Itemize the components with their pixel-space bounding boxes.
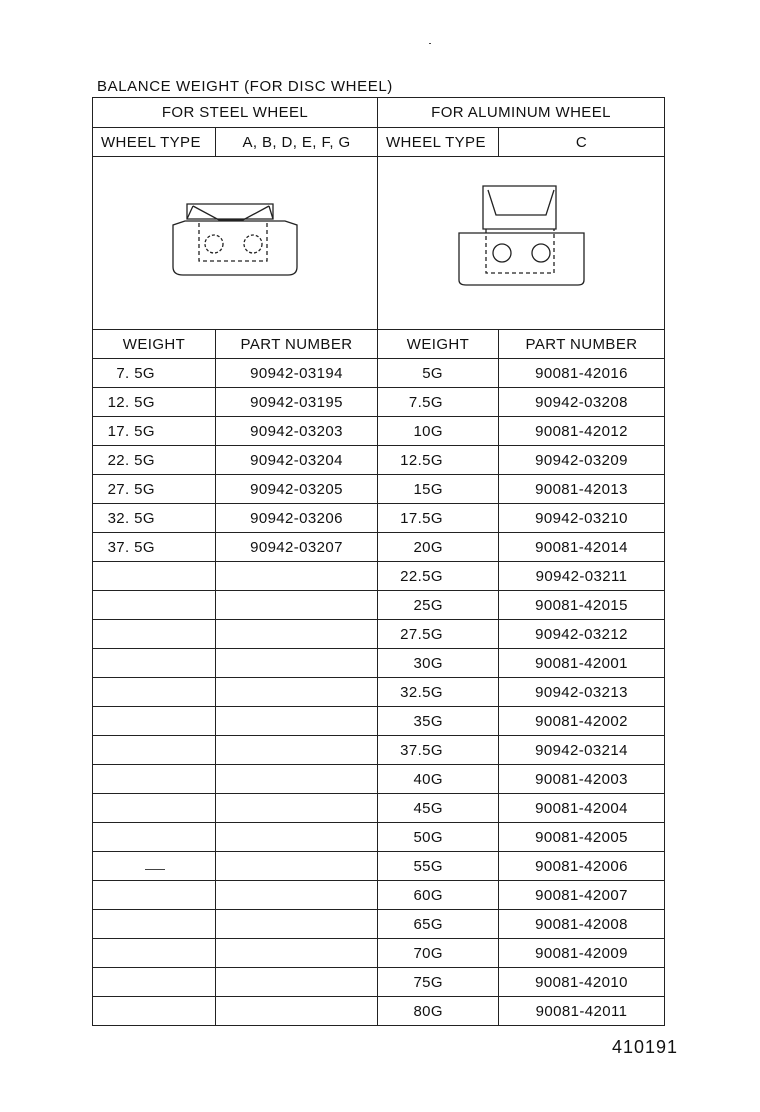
aluminum-part-number-cell: 90081-42004 xyxy=(499,794,665,823)
aluminum-weight-cell: 22.5G xyxy=(378,562,499,591)
steel-weight-cell: 27. 5G xyxy=(93,475,216,504)
steel-weight-cell xyxy=(93,649,216,678)
aluminum-weight-cell: 55G xyxy=(378,852,499,881)
steel-weight-cell xyxy=(93,562,216,591)
steel-part-number-cell: 90942-03203 xyxy=(216,417,378,446)
aluminum-part-number-cell: 90942-03208 xyxy=(499,388,665,417)
steel-part-number-cell xyxy=(216,910,378,939)
aluminum-weight-cell: 75G xyxy=(378,968,499,997)
aluminum-part-number-column-header: PART NUMBER xyxy=(499,330,665,359)
steel-weight-cell: 7. 5G xyxy=(93,359,216,388)
aluminum-part-number-cell: 90942-03212 xyxy=(499,620,665,649)
figure-number: 410191 xyxy=(612,1037,679,1057)
table-row xyxy=(93,678,665,707)
aluminum-weight-cell: 17.5G xyxy=(378,504,499,533)
steel-weight-cell xyxy=(93,910,216,939)
aluminum-part-number-cell: 90081-42006 xyxy=(499,852,665,881)
aluminum-part-number-cell: 90081-42012 xyxy=(499,417,665,446)
table-row xyxy=(93,504,665,533)
steel-weight-cell xyxy=(93,591,216,620)
steel-weight-cell xyxy=(93,852,216,881)
table-row xyxy=(93,881,665,910)
steel-weight-illustration xyxy=(93,157,378,325)
steel-part-number-cell: 90942-03194 xyxy=(216,359,378,388)
aluminum-weight-cell: 65G xyxy=(378,910,499,939)
table-row xyxy=(93,533,665,562)
steel-weight-cell: 37. 5G xyxy=(93,533,216,562)
table-row xyxy=(93,620,665,649)
aluminum-part-number-cell: 90081-42016 xyxy=(499,359,665,388)
steel-wheel-header: FOR STEEL WHEEL xyxy=(93,98,378,128)
table-row xyxy=(93,968,665,997)
steel-part-number-cell xyxy=(216,678,378,707)
steel-weight-cell: 12. 5G xyxy=(93,388,216,417)
table-row xyxy=(93,388,665,417)
scan-speck xyxy=(429,43,431,44)
steel-part-number-cell: 90942-03195 xyxy=(216,388,378,417)
table-row xyxy=(93,939,665,968)
steel-part-number-column-header: PART NUMBER xyxy=(216,330,378,359)
table-row xyxy=(93,736,665,765)
aluminum-weight-cell: 15G xyxy=(378,475,499,504)
table-row xyxy=(93,852,665,881)
document-title: BALANCE WEIGHT (FOR DISC WHEEL) xyxy=(97,78,393,95)
aluminum-part-number-cell: 90081-42015 xyxy=(499,591,665,620)
steel-part-number-cell xyxy=(216,794,378,823)
aluminum-weight-cell: 50G xyxy=(378,823,499,852)
aluminum-part-number-cell: 90081-42013 xyxy=(499,475,665,504)
steel-weight-cell xyxy=(93,620,216,649)
aluminum-part-number-cell: 90942-03214 xyxy=(499,736,665,765)
steel-part-number-cell xyxy=(216,939,378,968)
steel-part-number-cell xyxy=(216,562,378,591)
table-row xyxy=(93,446,665,475)
aluminum-part-number-cell: 90081-42010 xyxy=(499,968,665,997)
aluminum-part-number-cell: 90081-42007 xyxy=(499,881,665,910)
aluminum-weight-cell: 70G xyxy=(378,939,499,968)
steel-part-number-cell xyxy=(216,736,378,765)
aluminum-wheel-type-label: WHEEL TYPE xyxy=(378,128,499,157)
steel-weight-cell: 22. 5G xyxy=(93,446,216,475)
steel-weight-column-header: WEIGHT xyxy=(93,330,216,359)
table-row xyxy=(93,765,665,794)
aluminum-weight-cell: 27.5G xyxy=(378,620,499,649)
aluminum-part-number-cell: 90942-03210 xyxy=(499,504,665,533)
steel-part-number-cell: 90942-03204 xyxy=(216,446,378,475)
aluminum-part-number-cell: 90081-42014 xyxy=(499,533,665,562)
table-row xyxy=(93,359,665,388)
steel-part-number-cell xyxy=(216,707,378,736)
steel-part-number-cell xyxy=(216,649,378,678)
aluminum-part-number-cell: 90081-42009 xyxy=(499,939,665,968)
aluminum-wheel-header: FOR ALUMINUM WHEEL xyxy=(378,98,665,128)
steel-part-number-cell xyxy=(216,997,378,1026)
aluminum-wheel-type-value: C xyxy=(499,128,665,157)
steel-part-number-cell xyxy=(216,852,378,881)
aluminum-part-number-cell: 90081-42003 xyxy=(499,765,665,794)
aluminum-weight-cell: 45G xyxy=(378,794,499,823)
table-row xyxy=(93,823,665,852)
steel-part-number-cell xyxy=(216,765,378,794)
aluminum-weight-cell: 32.5G xyxy=(378,678,499,707)
aluminum-weight-cell: 7.5G xyxy=(378,388,499,417)
aluminum-part-number-cell: 90081-42002 xyxy=(499,707,665,736)
steel-weight-cell xyxy=(93,823,216,852)
table-row xyxy=(93,417,665,446)
table-row xyxy=(93,997,665,1026)
aluminum-part-number-cell: 90942-03213 xyxy=(499,678,665,707)
aluminum-part-number-cell: 90081-42001 xyxy=(499,649,665,678)
steel-part-number-cell: 90942-03205 xyxy=(216,475,378,504)
steel-weight-cell xyxy=(93,997,216,1026)
aluminum-weight-cell: 60G xyxy=(378,881,499,910)
steel-weight-cell xyxy=(93,881,216,910)
table-row xyxy=(93,910,665,939)
steel-part-number-cell: 90942-03207 xyxy=(216,533,378,562)
balance-weight-table xyxy=(92,97,665,1026)
aluminum-weight-cell: 80G xyxy=(378,997,499,1026)
steel-weight-cell xyxy=(93,939,216,968)
table-row xyxy=(93,794,665,823)
table-row xyxy=(93,591,665,620)
aluminum-part-number-cell: 90081-42008 xyxy=(499,910,665,939)
aluminum-part-number-cell: 90081-42011 xyxy=(499,997,665,1026)
aluminum-part-number-cell: 90942-03209 xyxy=(499,446,665,475)
aluminum-weight-cell: 35G xyxy=(378,707,499,736)
aluminum-weight-illustration xyxy=(378,157,665,325)
aluminum-weight-cell: 20G xyxy=(378,533,499,562)
steel-part-number-cell xyxy=(216,620,378,649)
aluminum-weight-cell: 12.5G xyxy=(378,446,499,475)
steel-part-number-cell xyxy=(216,881,378,910)
steel-part-number-cell xyxy=(216,591,378,620)
steel-weight-cell xyxy=(93,794,216,823)
steel-part-number-cell xyxy=(216,968,378,997)
aluminum-weight-cell: 37.5G xyxy=(378,736,499,765)
aluminum-weight-cell: 25G xyxy=(378,591,499,620)
steel-wheel-type-value: A, B, D, E, F, G xyxy=(216,128,378,157)
steel-weight-cell: 17. 5G xyxy=(93,417,216,446)
table-row xyxy=(93,475,665,504)
steel-weight-cell xyxy=(93,765,216,794)
steel-wheel-type-label: WHEEL TYPE xyxy=(93,128,216,157)
steel-part-number-cell xyxy=(216,823,378,852)
aluminum-weight-column-header: WEIGHT xyxy=(378,330,499,359)
table-row xyxy=(93,649,665,678)
table-row xyxy=(93,562,665,591)
aluminum-weight-cell: 30G xyxy=(378,649,499,678)
steel-weight-cell: 32. 5G xyxy=(93,504,216,533)
steel-weight-cell xyxy=(93,736,216,765)
aluminum-part-number-cell: 90942-03211 xyxy=(499,562,665,591)
steel-weight-cell xyxy=(93,707,216,736)
steel-weight-illustration-cell xyxy=(93,157,378,330)
aluminum-weight-cell: 5G xyxy=(378,359,499,388)
steel-part-number-cell: 90942-03206 xyxy=(216,504,378,533)
aluminum-weight-cell: 10G xyxy=(378,417,499,446)
aluminum-weight-cell: 40G xyxy=(378,765,499,794)
aluminum-part-number-cell: 90081-42005 xyxy=(499,823,665,852)
scan-mark xyxy=(145,869,165,870)
steel-weight-cell xyxy=(93,678,216,707)
aluminum-weight-illustration-cell xyxy=(378,157,665,330)
steel-weight-cell xyxy=(93,968,216,997)
table-row xyxy=(93,707,665,736)
